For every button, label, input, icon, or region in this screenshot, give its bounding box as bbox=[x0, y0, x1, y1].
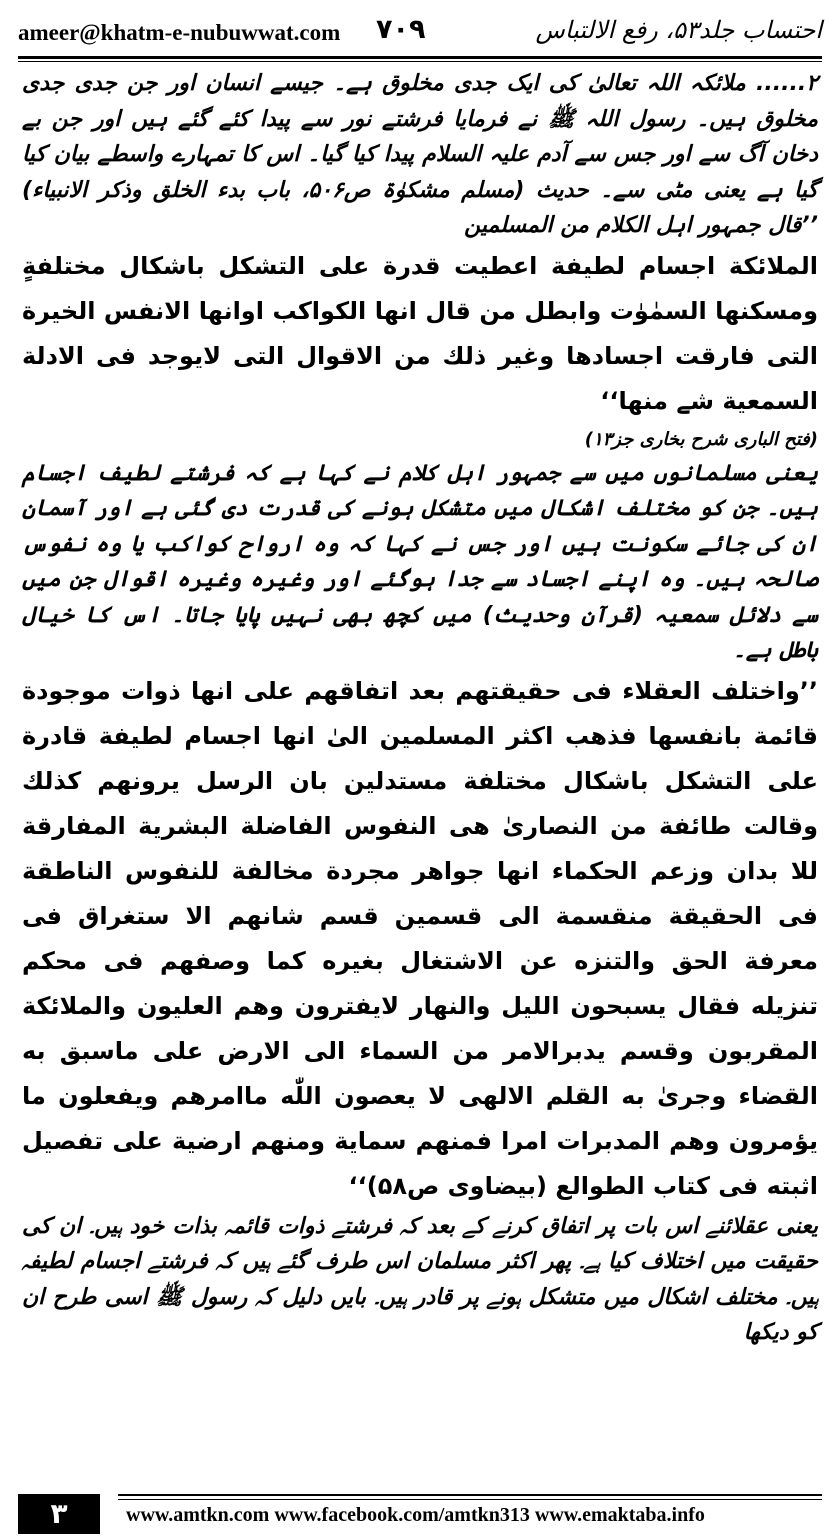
arabic-quote: الملائكة اجسام لطيفة اعطيت قدرة على التشكل باشكال مختلفةٍ ومسكنها السمٰوٰت وابطل من قال انها الكواكب اوانها الانفس الخيرة التى فارقت اجسادها وغير ذلك من الاقوال التى لايوجد فى الادلة السمعية شے منها‘‘ bbox=[22, 251, 818, 415]
urdu-paragraph: یعنی عقلائنے اس بات پر اتفاق کرنے کے بعد کہ فرشتے ذوات قائمہ بذات خود ہیں۔ ان کی حقیقت میں اختلاف کیا ہے۔ پھر اکثر مسلمان اس طرف گئے ہیں کہ فرشتے اجسام لطیفہ ہیں۔ مختلف اشکال میں متشکل ہونے پر قادر ہیں۔ بایں دلیل کہ رسول ﷺ اسی طرح ان کو دیکھا bbox=[22, 1213, 818, 1345]
header-email: ameer@khatm-e-nubuwwat.com bbox=[18, 20, 341, 45]
page-header bbox=[18, 14, 822, 54]
page-number: ۷۰۹ bbox=[376, 14, 426, 45]
header-rule bbox=[18, 56, 822, 59]
footer-urls: www.amtkn.com www.facebook.com/amtkn313 www.emaktaba.info bbox=[126, 1504, 705, 1526]
arabic-quote: ’’واختلف العقلاء فى حقيقتهم بعد اتفاقهم على انها ذوات موجودة قائمة بانفسها فذهب اكثر المسلمين الىٰ انها اجسام لطيفة قادرة على التشكل باشكال مختلفة مستدلين بان الرسل يرونهم كذلك وقالت طائفة من النصارىٰ هى النفوس الفاضلة البشرية المفارقة للا بدان وزعم الحكماء انها جواهر مجردة مخالفة للنفوس الناطقة فى الحقيقة منقسمة الى قسمين قسم شانهم الا ستغراق فى معرفة الحق والتنزه عن الاشتغال بغيره كما وصفهم فى محكم تنزيله فقال يسبحون الليل والنهار لايفترون وهم العليون والملائكة المقربون وقسم يدبرالامر من السماء الى الارض على ماسبق به القضاء وجرىٰ به القلم الالهى لا يعصون اللّٰه ماامرهم ويفعلون ما يؤمرون وهم المدبرات امرا فمنهم سماية ومنهم ارضية على تفصيل اثبته فى كتاب الطوالع (بیضاوی ص۵۸)‘‘ bbox=[22, 676, 818, 1200]
urdu-paragraph: ۲...... ملائکہ اللہ تعالیٰ کی ایک جدی مخلوق ہے۔ جیسے انسان اور جن جدی جدی مخلوق ہیں۔ رسول اللہ ﷺ نے فرمایا فرشتے نور سے پیدا کئے گئے ہیں اور جن بے دخان آگ سے اور جس سے آدم علیہ السلام پیدا کیا گیا۔ اس کا تمہارے واسطے بیان کیا گیا ہے یعنی مٹی سے۔ حدیث (مسلم مشکوٰۃ ص۵۰۶، باب بدء الخلق وذکر الانبیاء) ’’قال جمہور اہل الکلام من المسلمین bbox=[22, 71, 818, 238]
page-body bbox=[22, 66, 818, 1351]
footer-rule bbox=[118, 1494, 822, 1496]
urdu-paragraph: یعنی مسلمانوں میں سے جمہور اہل کلام نے کہا ہے کہ فرشتے لطیف اجسام ہیں۔ جن کو مختلف اشکال میں متشکل ہونے کی قدرت دی گئی ہے اور آسمان ان کی جائے سکونت ہیں اور جس نے کہا کہ وہ ارواح کواکب یا وہ نفوس صالحہ ہیں۔ وہ اپنے اجساد سے جدا ہوگئے اور وغیرہ وغیرہ اقوال جن میں سے دلائل سمعیہ (قرآن وحدیث) میں کچھ بھی نہیں پایا جاتا۔ اس کا خیال باطل ہے۔ bbox=[22, 460, 818, 663]
reference: (فتح الباری شرح بخاری جز۱۳) bbox=[584, 428, 818, 450]
header-rule-thin bbox=[18, 61, 822, 62]
footer-rule-thin bbox=[118, 1499, 822, 1500]
book-title: احتساب جلد۵۳، رفع الالتباس bbox=[535, 16, 822, 44]
page-footer bbox=[18, 1494, 822, 1534]
footer-number: ۳ bbox=[18, 1494, 100, 1534]
